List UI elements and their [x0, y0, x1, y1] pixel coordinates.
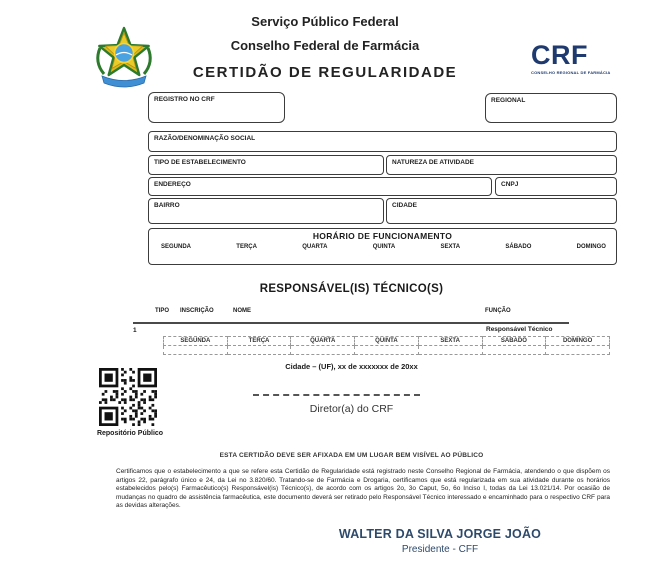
responsaveis-divider: [133, 322, 569, 324]
horario-day-quarta: QUARTA: [302, 244, 328, 250]
resp-day-cell-empty: [418, 346, 482, 355]
resp-day-cell-empty: [227, 346, 291, 355]
resp-day-sabado: SÁBADO: [482, 337, 546, 346]
resp-day-cell-empty: [355, 346, 419, 355]
resp-days-empty-row: [164, 346, 610, 355]
resp-col-inscricao: INSCRIÇÃO: [180, 308, 214, 314]
field-tipo-estabelecimento-label: TIPO DE ESTABELECIMENTO: [154, 159, 246, 166]
field-natureza-atividade-label: NATUREZA DE ATIVIDADE: [392, 159, 474, 166]
org-name-line1: Serviço Público Federal: [251, 14, 399, 29]
resp-day-cell-empty: [291, 346, 355, 355]
president-name: WALTER DA SILVA JORGE JOÃO: [338, 527, 542, 541]
responsaveis-title: RESPONSÁVEL(IS) TÉCNICO(S): [259, 283, 444, 295]
certification-paragraph: Certificamos que o estabelecimento a que se refere esta Certidão de Regularidade está registrado neste Conselho Regional de Farmácia, atendendo o que dispõem os artigos 22, parágrafo único e 24, da Lei no 3.820/60. Tratando-se de Farmácia e Drogaria, certificamos que está regularizada em sua atividade durante os horários estabelecidos pelo(s) Farmacêutico(s) Responsável(is) Técnico(s), de acordo com os artigos 2o, 3o Caput, 5o, 6o Inciso I, todas da Lei 13.021/14. Por ocasião de mudanças no quadro de assistência farmacêutica, este documento deverá ser retirado pelo Responsável Técnico interessado e encaminhado para o respectivo CRF para as devidas alterações.: [116, 468, 610, 510]
field-bairro-label: BAIRRO: [154, 202, 180, 209]
resp-col-funcao: FUNÇÃO: [485, 308, 511, 314]
resp-day-cell-empty: [546, 346, 610, 355]
horario-funcionamento-box: [148, 228, 617, 265]
field-bairro: [148, 198, 384, 224]
org-name-line2: Conselho Federal de Farmácia: [230, 38, 420, 53]
horario-day-sabado: SÁBADO: [505, 244, 532, 250]
horario-day-quinta: QUINTA: [372, 244, 396, 250]
horario-day-segunda: SEGUNDA: [161, 244, 192, 250]
resp-row-funcao-value: Responsável Técnico: [486, 326, 553, 333]
resp-row-number: 1: [133, 327, 137, 334]
qr-code: [97, 368, 159, 431]
resp-day-domingo: DOMINGO: [546, 337, 610, 346]
resp-day-quarta: QUARTA: [291, 337, 355, 346]
president-role: Presidente - CFF: [401, 544, 479, 555]
resp-day-quinta: QUINTA: [355, 337, 419, 346]
city-date-line: Cidade – (UF), xx de xxxxxxx de 20xx: [285, 362, 418, 371]
field-endereco: [148, 177, 492, 196]
resp-days-header-row: [164, 337, 610, 346]
resp-day-cell-empty: [482, 346, 546, 355]
field-razao-social: [148, 131, 617, 152]
horario-title: HORÁRIO DE FUNCIONAMENTO: [312, 231, 453, 241]
resp-day-segunda: SEGUNDA: [164, 337, 228, 346]
crf-logo: [531, 42, 631, 75]
resp-day-cell-empty: [164, 346, 228, 355]
resp-day-sexta: SEXTA: [418, 337, 482, 346]
resp-days-table: [163, 336, 610, 355]
field-cnpj: [495, 177, 617, 196]
field-cidade-label: CIDADE: [392, 202, 417, 209]
signature-role: Diretor(a) do CRF: [309, 403, 394, 415]
field-registro-crf: [148, 92, 285, 123]
horario-day-sexta: SEXTA: [440, 244, 461, 250]
field-tipo-estabelecimento: [148, 155, 384, 175]
resp-col-tipo: TIPO: [155, 308, 170, 314]
display-notice: ESTA CERTIDÃO DEVE SER AFIXADA EM UM LUGAR BEM VISÍVEL AO PÚBLICO: [219, 452, 484, 459]
field-cnpj-label: CNPJ: [501, 181, 519, 188]
field-endereco-label: ENDEREÇO: [154, 181, 191, 188]
crf-logo-caption: CONSELHO REGIONAL DE FARMÁCIA: [531, 70, 611, 75]
footer-signature-block: [315, 527, 565, 555]
horario-days-row: [149, 241, 616, 250]
horario-day-domingo: DOMINGO: [576, 244, 606, 250]
document-title: CERTIDÃO DE REGULARIDADE: [192, 64, 458, 81]
signature-line: [253, 394, 420, 396]
horario-day-terca: TERÇA: [236, 244, 257, 250]
field-cidade: [386, 198, 617, 224]
field-regional-label: REGIONAL: [491, 97, 526, 104]
resp-day-terca: TERÇA: [227, 337, 291, 346]
field-regional: [485, 93, 617, 123]
field-registro-crf-label: REGISTRO NO CRF: [154, 96, 215, 103]
qr-caption: Repositório Público: [96, 430, 164, 437]
field-razao-social-label: RAZÃO/DENOMINAÇÃO SOCIAL: [154, 135, 256, 142]
field-natureza-atividade: [386, 155, 617, 175]
resp-col-nome: NOME: [233, 308, 251, 314]
brazil-coat-of-arms-icon: [88, 24, 160, 95]
crf-logo-acronym: CRF: [531, 40, 588, 70]
